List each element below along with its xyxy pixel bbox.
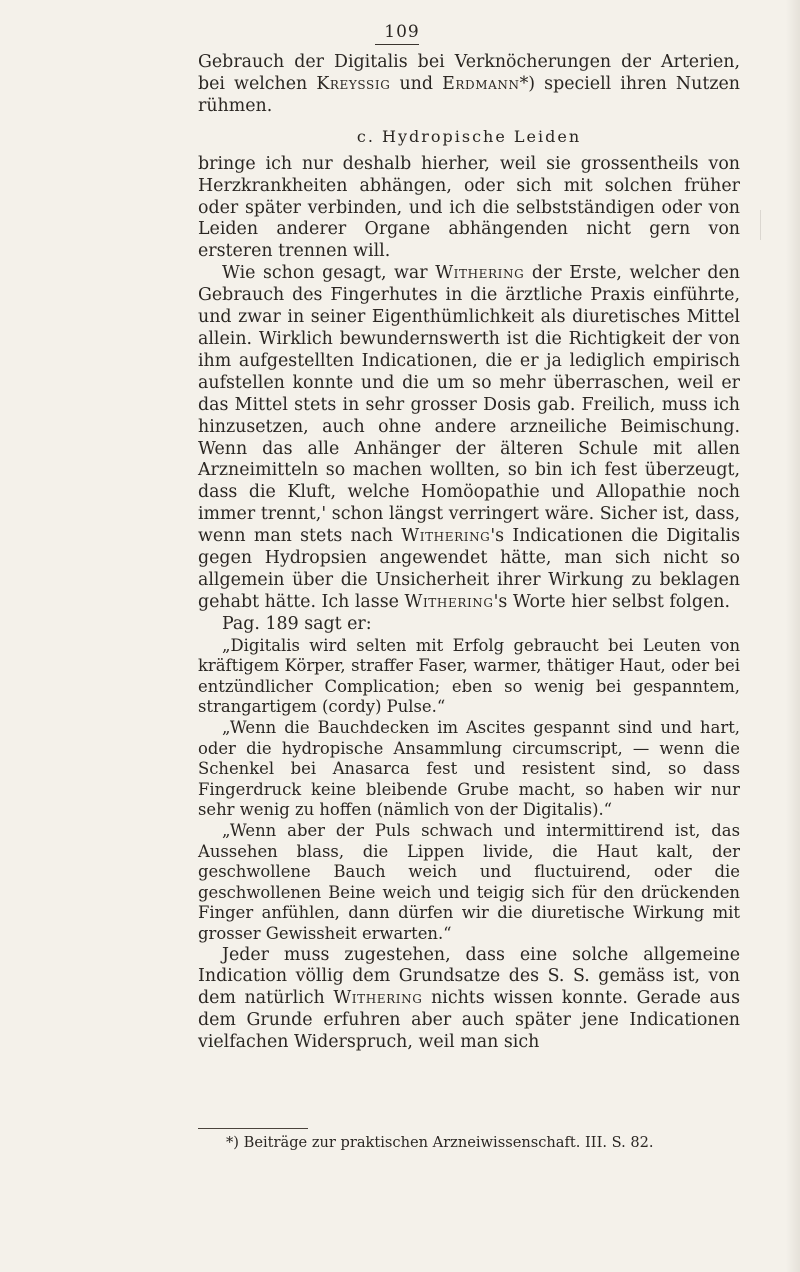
text-span: und (390, 73, 443, 94)
author-name-withering: Withering (401, 526, 491, 547)
quotation: „Digitalis wird selten mit Erfolg gebraucht bei Leuten von kräftigem Körper, straffer Faser, warmer, thätiger Haut, oder bei entzündlicher Complication; eben so wenig bei gespanntem, strangartigem (cordy) Pulse.“ (198, 635, 740, 717)
quotation: „Wenn aber der Puls schwach und intermittirend ist, das Aussehen blass, die Lippen livide, die Haut kalt, der geschwollene Bauch weich und fluctuirend, oder die geschwollenen Beine weich und teigig sich für den drückenden Finger anfühlen, dann dürfen wir die diuretische Wirkung mit grosser Gewissheit erwarten.“ (198, 821, 740, 943)
text-span: Wie schon gesagt, war (222, 263, 436, 284)
author-name-withering: Withering (435, 263, 525, 284)
margin-mark (760, 210, 761, 240)
paragraph (198, 263, 740, 614)
quotation: „Wenn die Bauchdecken im Ascites gespannt sind und hart, oder die hydropische Ansammlung circumscript, — wenn die Schenkel bei Anasarca fest und resistent sind, so dass Fingerdruck keine bleibende Grube macht, so haben wir nur sehr wenig zu hoffen (nämlich von der Digitalis).“ (198, 718, 740, 820)
text-span: Gebrauch der Digitalis bei Verknöcherungen der Arterien, bei welchen (198, 52, 740, 94)
paragraph: bringe ich nur deshalb hierher, weil sie grossentheils von Herzkrankheiten abhängen, oder sich mit solchen früher oder später verbinden, und ich die selbstständigen oder von Leiden anderer Organe abhängenden nicht gern von ersteren trennen will. (198, 153, 740, 262)
text-span: 's Indicationen die Digitalis gegen Hydropsien angewendet hätte, man sich nicht so allgemein über die Unsicherheit ihrer Wirkung zu beklagen gehabt hätte. Ich lasse (198, 526, 740, 612)
text-span: 's Worte hier selbst folgen. (493, 591, 730, 612)
author-name-withering: Withering (404, 591, 494, 612)
author-name-erdmann: Erdmann (442, 73, 520, 94)
paragraph-continued (198, 52, 740, 118)
section-heading: c. Hydropische Leiden (356, 126, 582, 146)
paragraph: Pag. 189 sagt er: (222, 613, 372, 634)
text-span: Jeder muss zugestehen, dass eine solche allgemeine Indication völlig dem Grundsatze des S. S. gemäss ist, von dem natürlich (198, 944, 740, 1009)
page-number: 109 (384, 22, 420, 42)
page-number-rule (375, 44, 419, 45)
author-name-kreyssig: Kreyssig (316, 73, 391, 94)
footnote-rule (198, 1128, 308, 1129)
author-name-withering: Withering (333, 988, 423, 1009)
scan-edge-shadow (786, 0, 800, 1272)
main-text (198, 52, 740, 1054)
text-span: *) speciell ihren Nutzen rühmen. (198, 73, 740, 116)
footnote: *) Beiträge zur praktischen Arzneiwissenschaft. III. S. 82. (226, 1134, 654, 1151)
text-span: der Erste, welcher den Gebrauch des Fingerhutes in die ärztliche Praxis einführte, und zwar in seiner Eigenthümlichkeit als diuretisches Mittel allein. Wirklich bewundernswerth ist die Richtigkeit der von ihm aufgestellten Indicationen, die er ja lediglich empirisch aufstellen konnte und die um so mehr überraschen, weil er das Mittel stets in sehr grosser Dosis gab. Freilich, muss ich hinzusetzen, auch ohne andere arzneiliche Beimischung. Wenn das alle Anhänger der älteren Schule mit allen Arzneimitteln so machen wollten, so bin ich fest überzeugt, dass die Kluft, welche Homöopathie und Allopathie noch immer trennt,' schon längst verringert wäre. Sicher ist, dass, wenn man stets nach (198, 263, 740, 547)
text-span: nichts wissen konnte. Gerade aus dem Grunde erfuhren aber auch später jene Indicationen vielfachen Widerspruch, weil man sich (198, 988, 741, 1053)
paragraph (198, 945, 740, 1055)
